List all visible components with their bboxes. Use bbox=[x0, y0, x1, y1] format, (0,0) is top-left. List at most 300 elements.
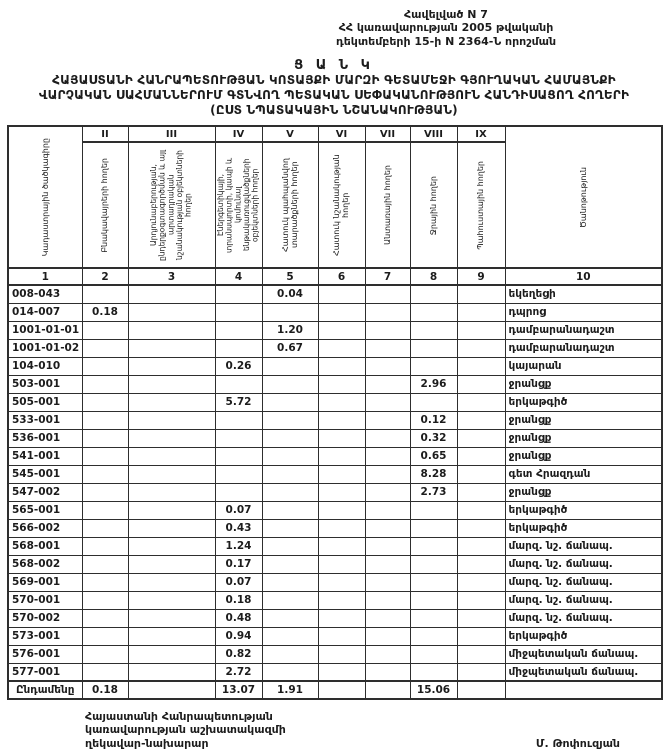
area-value-cell bbox=[262, 609, 318, 627]
note-cell: դամբարանադաշտ bbox=[505, 321, 662, 339]
cadastral-code-cell: 568-001 bbox=[8, 537, 82, 555]
area-value-cell bbox=[262, 645, 318, 663]
area-value-cell bbox=[262, 303, 318, 321]
cadastral-code-cell: 1001-01-01 bbox=[8, 321, 82, 339]
area-value-cell: 1.20 bbox=[262, 321, 318, 339]
column-number: 6 bbox=[318, 268, 365, 285]
table-row bbox=[8, 645, 662, 663]
area-value-cell bbox=[215, 339, 262, 357]
column-number: 1 bbox=[8, 268, 82, 285]
area-value-cell bbox=[215, 447, 262, 465]
area-value-cell bbox=[128, 303, 215, 321]
area-value-cell: 0.18 bbox=[215, 591, 262, 609]
area-value-cell: 2.72 bbox=[215, 663, 262, 681]
total-row bbox=[8, 681, 662, 699]
area-value-cell: 0.82 bbox=[215, 645, 262, 663]
area-value-cell bbox=[410, 393, 457, 411]
area-value-cell bbox=[365, 663, 410, 681]
area-value-cell bbox=[318, 285, 365, 303]
area-value-cell bbox=[262, 501, 318, 519]
area-value-cell bbox=[318, 447, 365, 465]
area-value-cell bbox=[128, 555, 215, 573]
area-value-cell bbox=[82, 609, 128, 627]
table-row bbox=[8, 627, 662, 645]
area-value-cell bbox=[410, 609, 457, 627]
area-value-cell bbox=[128, 393, 215, 411]
column-number: 7 bbox=[365, 268, 410, 285]
area-value-cell: 8.28 bbox=[410, 465, 457, 483]
area-value-cell bbox=[82, 663, 128, 681]
note-cell: մարզ. նշ. ճանապ. bbox=[505, 537, 662, 555]
area-value-cell: 0.94 bbox=[215, 627, 262, 645]
area-value-cell bbox=[215, 375, 262, 393]
area-value-cell bbox=[82, 483, 128, 501]
area-value-cell bbox=[318, 429, 365, 447]
header-settlement-lands: Բնակավայրերի հողեր bbox=[82, 142, 128, 268]
area-value-cell bbox=[128, 321, 215, 339]
note-cell: դամբարանադաշտ bbox=[505, 339, 662, 357]
signatory-position bbox=[85, 710, 286, 750]
document-title bbox=[0, 58, 668, 118]
area-value-cell bbox=[365, 429, 410, 447]
area-value-cell bbox=[82, 429, 128, 447]
table-row bbox=[8, 285, 662, 303]
area-value-cell bbox=[318, 393, 365, 411]
area-value-cell bbox=[318, 321, 365, 339]
appendix-line: ՀՀ կառավարության 2005 թվականի bbox=[338, 21, 554, 35]
area-value-cell bbox=[410, 537, 457, 555]
area-value-cell bbox=[457, 627, 505, 645]
area-value-cell bbox=[457, 375, 505, 393]
area-value-cell: 0.17 bbox=[215, 555, 262, 573]
roman-numeral: IX bbox=[457, 126, 505, 142]
note-cell: ջրանցք bbox=[505, 375, 662, 393]
area-value-cell bbox=[318, 375, 365, 393]
footer-line: ղեկավար-նախարար bbox=[85, 736, 209, 750]
cadastral-code-cell: 503-001 bbox=[8, 375, 82, 393]
area-value-cell bbox=[215, 465, 262, 483]
area-value-cell: 0.07 bbox=[215, 501, 262, 519]
cadastral-code-cell: 577-001 bbox=[8, 663, 82, 681]
area-value-cell bbox=[262, 483, 318, 501]
note-cell: ջրանցք bbox=[505, 429, 662, 447]
footer-line: կառավարության աշխատակազմի bbox=[85, 723, 286, 737]
area-value-cell: 0.18 bbox=[82, 681, 128, 699]
note-cell: մարզ. նշ. ճանապ. bbox=[505, 591, 662, 609]
note-cell: մարզ. նշ. ճանապ. bbox=[505, 573, 662, 591]
area-value-cell bbox=[410, 573, 457, 591]
roman-numeral: VI bbox=[318, 126, 365, 142]
table-header bbox=[8, 126, 662, 285]
table-row bbox=[8, 375, 662, 393]
area-value-cell bbox=[318, 519, 365, 537]
note-cell bbox=[505, 681, 662, 699]
area-value-cell bbox=[262, 465, 318, 483]
area-value-cell bbox=[82, 393, 128, 411]
area-value-cell bbox=[410, 321, 457, 339]
area-value-cell bbox=[457, 483, 505, 501]
signatory-name: Մ. Թոփուզյան bbox=[535, 736, 620, 750]
area-value-cell bbox=[82, 519, 128, 537]
cadastral-code-cell: 576-001 bbox=[8, 645, 82, 663]
area-value-cell bbox=[318, 357, 365, 375]
column-number: 10 bbox=[505, 268, 662, 285]
area-value-cell bbox=[262, 393, 318, 411]
table-row bbox=[8, 573, 662, 591]
area-value-cell bbox=[365, 285, 410, 303]
document-footer bbox=[0, 710, 668, 750]
area-value-cell: 0.07 bbox=[215, 573, 262, 591]
note-cell: կայարան bbox=[505, 357, 662, 375]
header-water-lands: Ջրային հողեր bbox=[410, 142, 457, 268]
area-value-cell: 2.96 bbox=[410, 375, 457, 393]
table-row bbox=[8, 465, 662, 483]
table-row bbox=[8, 501, 662, 519]
area-value-cell bbox=[457, 321, 505, 339]
area-value-cell bbox=[410, 591, 457, 609]
area-value-cell bbox=[457, 303, 505, 321]
area-value-cell: 5.72 bbox=[215, 393, 262, 411]
area-value-cell bbox=[457, 609, 505, 627]
header-energy-transport-lands: Էներգետիկայի, տրանսպորտի, կապի և կոմունալ ենթակառուցվածքների օբյեկտների հողեր bbox=[215, 142, 262, 268]
table-row bbox=[8, 339, 662, 357]
area-value-cell bbox=[262, 555, 318, 573]
appendix-line: Հավելված N 7 bbox=[404, 8, 488, 21]
area-value-cell: 0.65 bbox=[410, 447, 457, 465]
area-value-cell bbox=[365, 519, 410, 537]
area-value-cell bbox=[410, 501, 457, 519]
area-value-cell bbox=[82, 321, 128, 339]
area-value-cell bbox=[128, 447, 215, 465]
header-industrial-lands: Արդյունաբերության, ընդերքօգտագործման և այլ արտադրական նշանակության օբյեկտների հողեր bbox=[128, 142, 215, 268]
area-value-cell: 0.04 bbox=[262, 285, 318, 303]
area-value-cell bbox=[457, 573, 505, 591]
area-value-cell bbox=[82, 537, 128, 555]
area-value-cell bbox=[410, 645, 457, 663]
roman-numeral: V bbox=[262, 126, 318, 142]
area-value-cell bbox=[128, 537, 215, 555]
area-value-cell bbox=[128, 465, 215, 483]
area-value-cell bbox=[82, 357, 128, 375]
column-number: 9 bbox=[457, 268, 505, 285]
note-cell: երկաթգիծ bbox=[505, 627, 662, 645]
area-value-cell bbox=[215, 411, 262, 429]
cadastral-code-cell: 104-010 bbox=[8, 357, 82, 375]
table-body bbox=[8, 285, 662, 699]
area-value-cell bbox=[410, 303, 457, 321]
area-value-cell bbox=[457, 465, 505, 483]
area-value-cell bbox=[262, 357, 318, 375]
area-value-cell bbox=[318, 627, 365, 645]
area-value-cell bbox=[318, 645, 365, 663]
cadastral-code-cell: 1001-01-02 bbox=[8, 339, 82, 357]
area-value-cell bbox=[128, 411, 215, 429]
table-row bbox=[8, 429, 662, 447]
area-value-cell bbox=[410, 555, 457, 573]
area-value-cell: 1.91 bbox=[262, 681, 318, 699]
area-value-cell bbox=[128, 501, 215, 519]
title-line: ՎԱՐՉԱԿԱՆ ՍԱՀՄԱՆՆԵՐՈՒՄ ԳՏՆՎՈՂ ՊԵՏԱԿԱՆ ՍԵՓԱԿԱՆՈՒԹՅՈՒՆ ՀԱՆԴԻՍԱՑՈՂ ՀՈՂԵՐԻ bbox=[38, 88, 630, 103]
cadastral-code-cell: 547-002 bbox=[8, 483, 82, 501]
header-note: Ծանոթություն bbox=[505, 126, 662, 268]
area-value-cell bbox=[318, 663, 365, 681]
cadastral-code-cell: 570-001 bbox=[8, 591, 82, 609]
area-value-cell bbox=[128, 285, 215, 303]
note-cell: գետ Հրազդան bbox=[505, 465, 662, 483]
area-value-cell bbox=[410, 339, 457, 357]
header-special-purpose-lands: Հատուկ նշանակության հողեր bbox=[318, 142, 365, 268]
area-value-cell bbox=[365, 501, 410, 519]
cadastral-code-cell: 570-002 bbox=[8, 609, 82, 627]
area-value-cell bbox=[262, 447, 318, 465]
area-value-cell bbox=[457, 393, 505, 411]
column-number-row bbox=[8, 268, 662, 285]
table-row bbox=[8, 483, 662, 501]
note-cell: միջպետական ճանապ. bbox=[505, 663, 662, 681]
area-value-cell: 0.48 bbox=[215, 609, 262, 627]
area-value-cell bbox=[128, 519, 215, 537]
table-row bbox=[8, 411, 662, 429]
column-number: 4 bbox=[215, 268, 262, 285]
area-value-cell bbox=[365, 411, 410, 429]
area-value-cell bbox=[128, 357, 215, 375]
header-cadastral-code: Կադաստրային ծածկագիրը bbox=[8, 126, 82, 268]
area-value-cell bbox=[262, 591, 318, 609]
area-value-cell bbox=[457, 447, 505, 465]
area-value-cell bbox=[262, 627, 318, 645]
header-forest-lands: Անտառային հողեր bbox=[365, 142, 410, 268]
area-value-cell bbox=[457, 411, 505, 429]
header-reserve-lands: Պահուստային հողեր bbox=[457, 142, 505, 268]
area-value-cell bbox=[82, 627, 128, 645]
area-value-cell bbox=[457, 663, 505, 681]
land-table bbox=[7, 125, 663, 700]
area-value-cell bbox=[82, 573, 128, 591]
area-value-cell bbox=[457, 339, 505, 357]
table-row bbox=[8, 393, 662, 411]
area-value-cell bbox=[365, 537, 410, 555]
area-value-cell bbox=[318, 573, 365, 591]
area-value-cell bbox=[128, 375, 215, 393]
area-value-cell bbox=[128, 609, 215, 627]
cadastral-code-cell: 545-001 bbox=[8, 465, 82, 483]
area-value-cell bbox=[365, 609, 410, 627]
note-cell: մարզ. նշ. ճանապ. bbox=[505, 609, 662, 627]
area-value-cell bbox=[457, 357, 505, 375]
title-line: ՀԱՅԱՍՏԱՆԻ ՀԱՆՐԱՊԵՏՈՒԹՅԱՆ ԿՈՏԱՅՔԻ ՄԱՐԶԻ ԳԵՏԱՄԵՋԻ ԳՅՈՒՂԱԿԱՆ ՀԱՄԱՅՆՔԻ bbox=[52, 73, 616, 88]
area-value-cell bbox=[262, 519, 318, 537]
area-value-cell bbox=[215, 303, 262, 321]
area-value-cell bbox=[128, 573, 215, 591]
area-value-cell: 15.06 bbox=[410, 681, 457, 699]
area-value-cell bbox=[215, 321, 262, 339]
area-value-cell bbox=[128, 645, 215, 663]
table-row bbox=[8, 591, 662, 609]
note-cell: երկաթգիծ bbox=[505, 393, 662, 411]
area-value-cell bbox=[318, 339, 365, 357]
area-value-cell bbox=[365, 591, 410, 609]
area-value-cell: 1.24 bbox=[215, 537, 262, 555]
header-protected-lands: Հատուկ պահպանվող տարածքների հողեր bbox=[262, 142, 318, 268]
area-value-cell bbox=[262, 573, 318, 591]
table-row bbox=[8, 663, 662, 681]
area-value-cell bbox=[410, 285, 457, 303]
area-value-cell: 0.12 bbox=[410, 411, 457, 429]
area-value-cell bbox=[365, 303, 410, 321]
area-value-cell bbox=[262, 537, 318, 555]
area-value-cell bbox=[365, 393, 410, 411]
cadastral-code-cell: 536-001 bbox=[8, 429, 82, 447]
area-value-cell bbox=[262, 663, 318, 681]
area-value-cell bbox=[82, 375, 128, 393]
area-value-cell bbox=[457, 591, 505, 609]
area-value-cell: 0.43 bbox=[215, 519, 262, 537]
cadastral-code-cell: 568-002 bbox=[8, 555, 82, 573]
table-row bbox=[8, 303, 662, 321]
column-number: 3 bbox=[128, 268, 215, 285]
area-value-cell bbox=[318, 303, 365, 321]
area-value-cell bbox=[365, 447, 410, 465]
area-value-cell bbox=[457, 429, 505, 447]
area-value-cell bbox=[128, 681, 215, 699]
area-value-cell bbox=[457, 519, 505, 537]
area-value-cell bbox=[318, 591, 365, 609]
area-value-cell: 2.73 bbox=[410, 483, 457, 501]
area-value-cell bbox=[82, 555, 128, 573]
area-value-cell bbox=[82, 339, 128, 357]
title-line: (ԸՍՏ ՆՊԱՏԱԿԱՅԻՆ ՆՇԱՆԱԿՈՒԹՅԱՆ) bbox=[210, 103, 458, 118]
area-value-cell bbox=[262, 411, 318, 429]
table-row bbox=[8, 555, 662, 573]
note-cell: երկաթգիծ bbox=[505, 519, 662, 537]
title-heading: Ց Ա Ն Կ bbox=[294, 58, 374, 74]
table-row bbox=[8, 519, 662, 537]
cadastral-code-cell: 014-007 bbox=[8, 303, 82, 321]
area-value-cell bbox=[365, 357, 410, 375]
area-value-cell bbox=[82, 501, 128, 519]
area-value-cell bbox=[365, 321, 410, 339]
cadastral-code-cell: 533-001 bbox=[8, 411, 82, 429]
area-value-cell bbox=[318, 537, 365, 555]
area-value-cell bbox=[457, 645, 505, 663]
area-value-cell: 0.67 bbox=[262, 339, 318, 357]
table-row bbox=[8, 609, 662, 627]
note-cell: ջրանցք bbox=[505, 483, 662, 501]
area-value-cell bbox=[215, 285, 262, 303]
area-value-cell: 0.26 bbox=[215, 357, 262, 375]
cadastral-code-cell: 573-001 bbox=[8, 627, 82, 645]
area-value-cell bbox=[365, 627, 410, 645]
footer-line: Հայաստանի Հանրապետության bbox=[85, 710, 273, 723]
area-value-cell bbox=[82, 285, 128, 303]
note-cell: միջպետական ճանապ. bbox=[505, 645, 662, 663]
area-value-cell bbox=[457, 537, 505, 555]
area-value-cell bbox=[318, 681, 365, 699]
area-value-cell bbox=[410, 627, 457, 645]
area-value-cell bbox=[457, 555, 505, 573]
table-row bbox=[8, 447, 662, 465]
area-value-cell bbox=[318, 483, 365, 501]
area-value-cell bbox=[262, 375, 318, 393]
area-value-cell bbox=[82, 411, 128, 429]
area-value-cell bbox=[365, 483, 410, 501]
area-value-cell bbox=[262, 429, 318, 447]
area-value-cell bbox=[128, 591, 215, 609]
area-value-cell bbox=[215, 483, 262, 501]
area-value-cell: 0.18 bbox=[82, 303, 128, 321]
appendix-line: դեկտեմբերի 15-ի N 2364-Ն որոշման bbox=[335, 34, 557, 48]
area-value-cell bbox=[318, 609, 365, 627]
cadastral-code-cell: 566-002 bbox=[8, 519, 82, 537]
cadastral-code-cell: 565-001 bbox=[8, 501, 82, 519]
cadastral-code-cell: 569-001 bbox=[8, 573, 82, 591]
area-value-cell bbox=[128, 339, 215, 357]
area-value-cell bbox=[82, 465, 128, 483]
cadastral-code-cell: 505-001 bbox=[8, 393, 82, 411]
area-value-cell bbox=[410, 663, 457, 681]
area-value-cell bbox=[128, 627, 215, 645]
area-value-cell bbox=[128, 483, 215, 501]
area-value-cell bbox=[215, 429, 262, 447]
area-value-cell: 13.07 bbox=[215, 681, 262, 699]
area-value-cell bbox=[365, 573, 410, 591]
area-value-cell bbox=[457, 285, 505, 303]
area-value-cell bbox=[318, 411, 365, 429]
area-value-cell bbox=[128, 429, 215, 447]
area-value-cell bbox=[82, 447, 128, 465]
area-value-cell bbox=[318, 555, 365, 573]
table-row bbox=[8, 537, 662, 555]
area-value-cell bbox=[457, 501, 505, 519]
total-label-cell: Ընդամենը bbox=[8, 681, 82, 699]
area-value-cell bbox=[410, 519, 457, 537]
column-number: 5 bbox=[262, 268, 318, 285]
note-cell: ջրանցք bbox=[505, 447, 662, 465]
note-cell: երկաթգիծ bbox=[505, 501, 662, 519]
roman-numeral: VII bbox=[365, 126, 410, 142]
area-value-cell bbox=[365, 375, 410, 393]
area-value-cell bbox=[365, 465, 410, 483]
note-cell: եկեղեցի bbox=[505, 285, 662, 303]
note-cell: մարզ. նշ. ճանապ. bbox=[505, 555, 662, 573]
area-value-cell bbox=[365, 645, 410, 663]
area-value-cell bbox=[365, 681, 410, 699]
area-value-cell bbox=[82, 591, 128, 609]
roman-numeral: VIII bbox=[410, 126, 457, 142]
roman-numeral: IV bbox=[215, 126, 262, 142]
area-value-cell bbox=[82, 645, 128, 663]
area-value-cell bbox=[128, 663, 215, 681]
note-cell: ջրանցք bbox=[505, 411, 662, 429]
area-value-cell bbox=[318, 501, 365, 519]
roman-numeral: II bbox=[82, 126, 128, 142]
cadastral-code-cell: 541-001 bbox=[8, 447, 82, 465]
area-value-cell bbox=[365, 555, 410, 573]
note-cell: դպրոց bbox=[505, 303, 662, 321]
roman-numeral: III bbox=[128, 126, 215, 142]
cadastral-code-cell: 008-043 bbox=[8, 285, 82, 303]
area-value-cell: 0.32 bbox=[410, 429, 457, 447]
area-value-cell bbox=[457, 681, 505, 699]
area-value-cell bbox=[365, 339, 410, 357]
column-number: 8 bbox=[410, 268, 457, 285]
area-value-cell bbox=[318, 465, 365, 483]
table-row bbox=[8, 321, 662, 339]
area-value-cell bbox=[410, 357, 457, 375]
table-row bbox=[8, 357, 662, 375]
column-number: 2 bbox=[82, 268, 128, 285]
appendix-reference bbox=[276, 8, 616, 48]
